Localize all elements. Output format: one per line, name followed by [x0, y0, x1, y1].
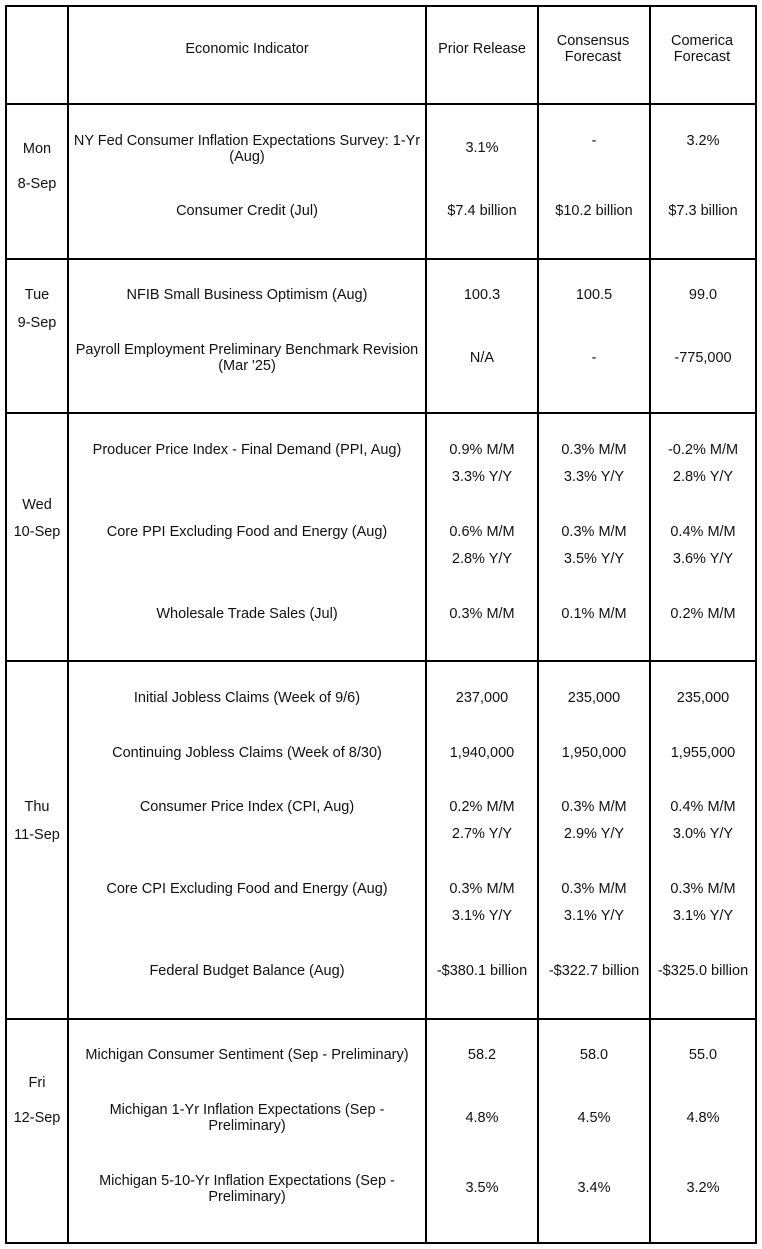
consensus-value: 0.3% M/M	[561, 524, 627, 540]
indicator-name: Consumer Credit (Jul)	[176, 203, 318, 219]
comerica-value: 0.4% M/M	[670, 799, 736, 815]
comerica-value-yoy: 3.0% Y/Y	[672, 826, 734, 842]
consensus-value: 235,000	[567, 690, 621, 706]
comerica-value: 3.2%	[686, 133, 720, 149]
indicator-name: Core CPI Excluding Food and Energy (Aug)	[106, 881, 388, 897]
day-date: 10-Sep	[13, 524, 61, 540]
prior-value: 100.3	[463, 287, 501, 303]
prior-value: 1,940,000	[449, 745, 515, 761]
consensus-value-yoy: 3.3% Y/Y	[563, 469, 625, 485]
header-indicator: Economic Indicator	[185, 41, 309, 57]
consensus-value-yoy: 3.1% Y/Y	[563, 908, 625, 924]
consensus-value: 100.5	[575, 287, 613, 303]
consensus-value: 0.3% M/M	[561, 442, 627, 458]
prior-value: -$380.1 billion	[436, 963, 528, 979]
indicator-name: Payroll Employment Preliminary Benchmark Revision (Mar '25)	[75, 342, 419, 374]
indicator-name: NFIB Small Business Optimism (Aug)	[126, 287, 368, 303]
day-date: 9-Sep	[17, 315, 57, 331]
consensus-value: $10.2 billion	[555, 203, 633, 219]
comerica-value: 235,000	[676, 690, 730, 706]
comerica-value: -0.2% M/M	[667, 442, 739, 458]
consensus-value: 0.3% M/M	[561, 881, 627, 897]
comerica-value: 4.8%	[686, 1110, 720, 1126]
row-divider	[5, 1018, 757, 1020]
table-border-bottom	[5, 1242, 757, 1244]
indicator-name: Continuing Jobless Claims (Week of 8/30)	[112, 745, 382, 761]
indicator-name: NY Fed Consumer Inflation Expectations Survey: 1-Yr (Aug)	[73, 133, 421, 165]
header-prior-release: Prior Release	[438, 41, 526, 57]
prior-value: 4.8%	[465, 1110, 499, 1126]
prior-value: 3.5%	[465, 1180, 499, 1196]
day-weekday: Wed	[22, 497, 52, 513]
prior-value: N/A	[469, 350, 495, 366]
comerica-value: $7.3 billion	[668, 203, 738, 219]
consensus-value: 0.3% M/M	[561, 799, 627, 815]
consensus-value: 1,950,000	[561, 745, 627, 761]
indicator-name: Wholesale Trade Sales (Jul)	[156, 606, 338, 622]
table-border-top	[5, 5, 757, 7]
prior-value: 0.3% M/M	[449, 881, 515, 897]
indicator-name: Core PPI Excluding Food and Energy (Aug)	[106, 524, 388, 540]
prior-value: 58.2	[467, 1047, 497, 1063]
prior-value: 237,000	[455, 690, 509, 706]
prior-value: 0.9% M/M	[449, 442, 515, 458]
prior-value: $7.4 billion	[447, 203, 517, 219]
consensus-value: 3.4%	[577, 1180, 611, 1196]
indicator-name: Michigan Consumer Sentiment (Sep - Preliminary)	[85, 1047, 409, 1063]
indicator-name: Producer Price Index - Final Demand (PPI, Aug)	[92, 442, 402, 458]
consensus-value: -	[591, 133, 597, 149]
consensus-value: 4.5%	[577, 1110, 611, 1126]
row-divider	[5, 412, 757, 414]
comerica-value: 0.3% M/M	[670, 881, 736, 897]
consensus-value-yoy: 2.9% Y/Y	[563, 826, 625, 842]
comerica-value-yoy: 3.6% Y/Y	[672, 551, 734, 567]
row-divider	[5, 258, 757, 260]
prior-value-yoy: 3.3% Y/Y	[451, 469, 513, 485]
comerica-value: 55.0	[688, 1047, 718, 1063]
table-border-right	[755, 5, 757, 1244]
consensus-value: 0.1% M/M	[561, 606, 627, 622]
day-weekday: Thu	[24, 799, 50, 815]
day-date: 8-Sep	[17, 176, 57, 192]
indicator-name: Consumer Price Index (CPI, Aug)	[139, 799, 355, 815]
prior-value: 0.6% M/M	[449, 524, 515, 540]
consensus-value-yoy: 3.5% Y/Y	[563, 551, 625, 567]
comerica-value-yoy: 3.1% Y/Y	[672, 908, 734, 924]
comerica-value: 0.2% M/M	[670, 606, 736, 622]
prior-value: 3.1%	[465, 140, 499, 156]
comerica-value: -$325.0 billion	[657, 963, 749, 979]
header-consensus-forecast: Consensus Forecast	[556, 33, 630, 65]
row-divider	[5, 660, 757, 662]
comerica-value: 99.0	[688, 287, 718, 303]
prior-value-yoy: 3.1% Y/Y	[451, 908, 513, 924]
indicator-name: Initial Jobless Claims (Week of 9/6)	[133, 690, 361, 706]
comerica-value: 1,955,000	[670, 745, 736, 761]
day-date: 12-Sep	[13, 1110, 61, 1126]
prior-value-yoy: 2.7% Y/Y	[451, 826, 513, 842]
comerica-value: 0.4% M/M	[670, 524, 736, 540]
consensus-value: 58.0	[579, 1047, 609, 1063]
consensus-value: -$322.7 billion	[548, 963, 640, 979]
day-weekday: Fri	[28, 1075, 46, 1091]
consensus-value: -	[591, 350, 597, 366]
comerica-value-yoy: 2.8% Y/Y	[672, 469, 734, 485]
prior-value: 0.3% M/M	[449, 606, 515, 622]
day-weekday: Tue	[24, 287, 50, 303]
indicator-name: Michigan 5-10-Yr Inflation Expectations (Sep - Preliminary)	[99, 1173, 395, 1205]
row-divider	[5, 103, 757, 105]
day-date: 11-Sep	[14, 827, 60, 843]
comerica-value: 3.2%	[686, 1180, 720, 1196]
day-weekday: Mon	[22, 141, 52, 157]
header-comerica-forecast: Comerica Forecast	[670, 33, 734, 65]
indicator-name: Federal Budget Balance (Aug)	[149, 963, 345, 979]
indicator-name: Michigan 1-Yr Inflation Expectations (Sep - Preliminary)	[109, 1102, 385, 1134]
prior-value: 0.2% M/M	[449, 799, 515, 815]
comerica-value: -775,000	[674, 350, 732, 366]
prior-value-yoy: 2.8% Y/Y	[451, 551, 513, 567]
